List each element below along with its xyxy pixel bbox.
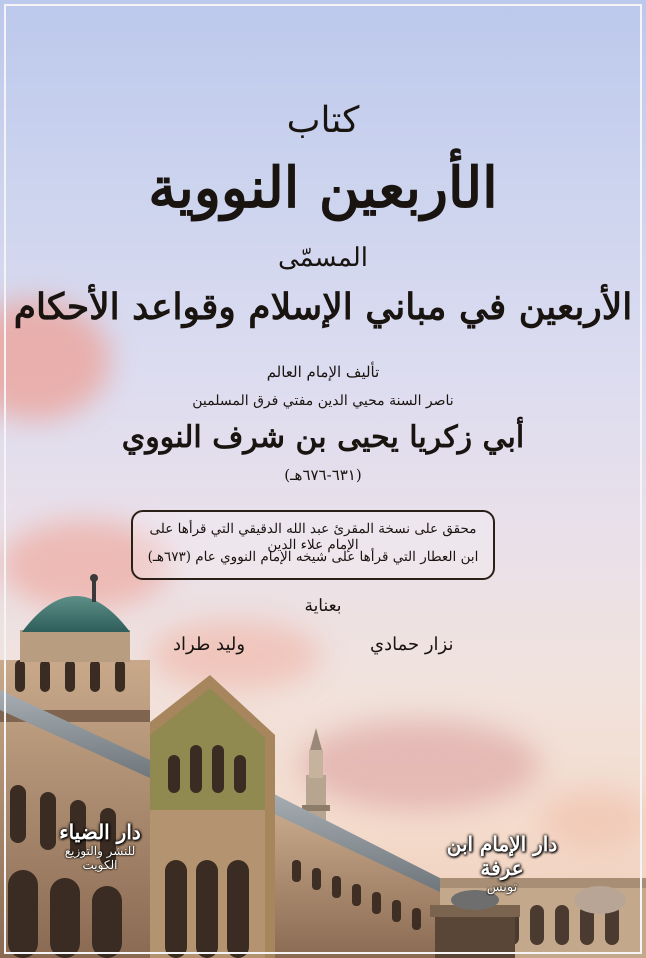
central-facade — [140, 675, 275, 958]
dome-building — [0, 574, 150, 958]
editor-name-left: وليد طراد — [173, 634, 246, 655]
publisher-left-tagline: للنشر والتوزيع — [64, 844, 136, 858]
note-line-1: محقق على نسخة المقرئ عبد الله الدقيقي التي قرأها على الإمام علاء الدين — [149, 521, 477, 553]
publisher-logo-right — [432, 832, 572, 895]
inaya-label: بعناية — [304, 596, 342, 616]
publisher-logo-left — [48, 820, 152, 872]
publisher-left-name: دار الضياء — [59, 820, 141, 844]
talif-label: تأليف الإمام العالم — [266, 363, 380, 381]
author-dates: (٦٣١-٦٧٦هـ) — [284, 466, 362, 484]
book-subtitle: الأربعين في مباني الإسلام وقواعد الأحكام — [13, 286, 633, 328]
publisher-left-place: الكويت — [82, 858, 118, 872]
author-name: أبي زكريا يحيى بن شرف النووي — [121, 420, 525, 455]
mosque-illustration — [0, 560, 646, 958]
editor-name-right: نزار حمادي — [370, 634, 454, 655]
publisher-right-name: دار الإمام ابن عرفة — [446, 832, 558, 880]
publisher-right-place: تونس — [486, 880, 518, 895]
author-epithet: ناصر السنة محيي الدين مفتي فرق المسلمين — [192, 393, 454, 409]
note-line-2: ابن العطار التي قرأها على شيخه الإمام النووي عام (٦٧٣هـ) — [147, 549, 479, 565]
prayer-hall-wing — [270, 792, 440, 958]
book-title: الأربعين النووية — [148, 155, 498, 221]
kitab-label: كتاب — [286, 100, 360, 141]
musamma-label: المسمّى — [277, 243, 369, 273]
